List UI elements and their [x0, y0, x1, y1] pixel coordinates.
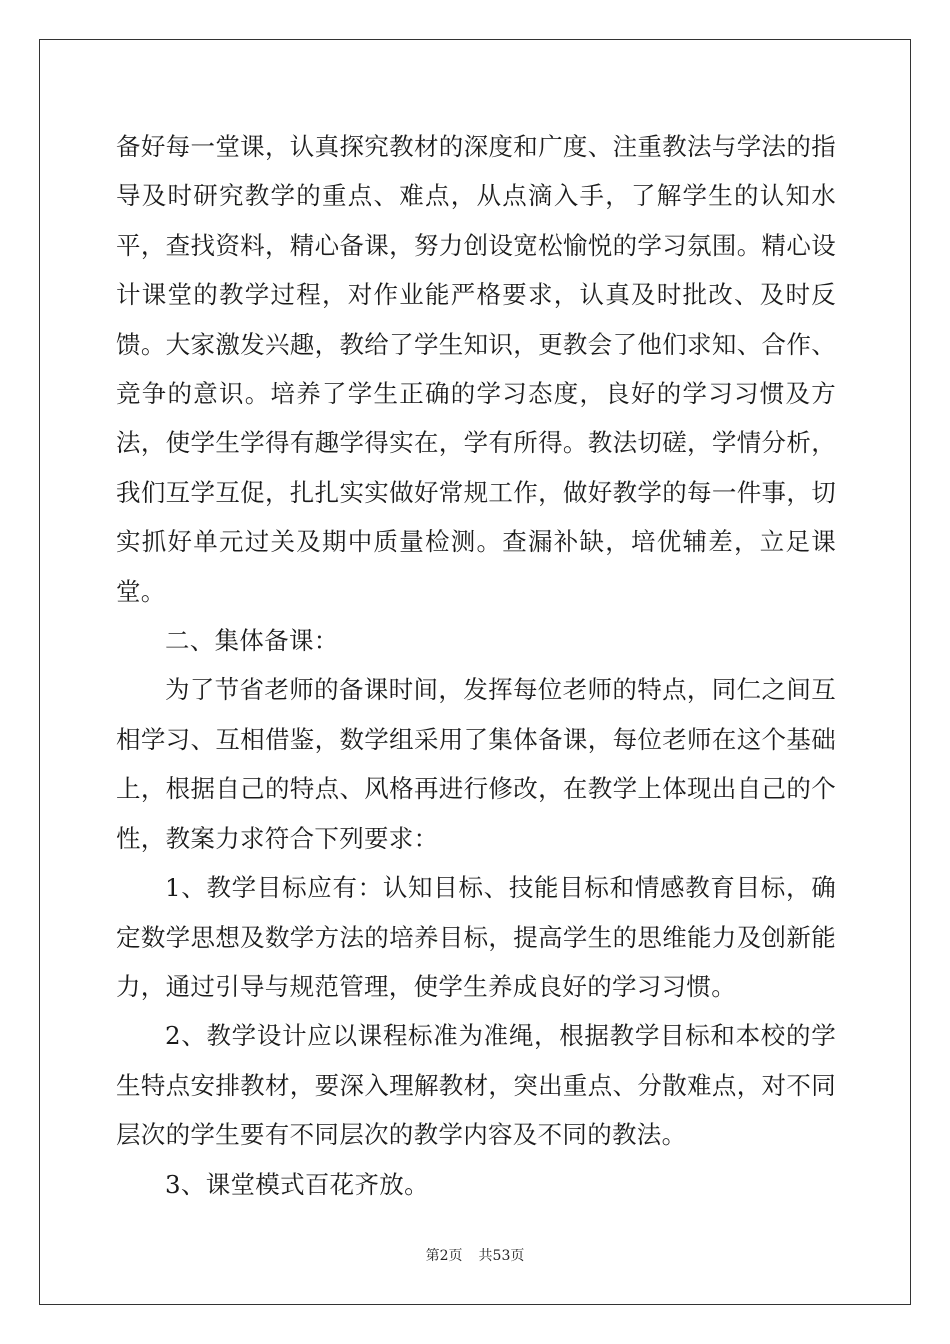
page-footer: [0, 1246, 950, 1266]
paragraph-collective-preparation: 为了节省老师的备课时间，发挥每位老师的特点，同仁之间互相学习、互相借鉴，数学组采用了集体备课，每位老师在这个基础上，根据自己的特点、风格再进行修改，在教学上体现出自己的个性，教案力求符合下列要求：: [116, 675, 836, 853]
list-item-teaching-goals: 1、教学目标应有：认知目标、技能目标和情感教育目标，确定数学思想及数学方法的培养目标，提高学生的思维能力及创新能力，通过引导与规范管理，使学生养成良好的学习习惯。: [116, 873, 836, 1001]
document-body: [116, 122, 836, 1209]
section-heading-collective-preparation: 二、集体备课：: [165, 626, 339, 656]
page-number: 第2页: [425, 1248, 463, 1264]
paragraph-lesson-preparation: 备好每一堂课，认真探究教材的深度和广度、注重教法与学法的指导及时研究教学的重点、难点，从点滴入手，了解学生的认知水平，查找资料，精心备课，努力创设宽松愉悦的学习氛围。精心设计课堂的教学过程，对作业能严格要求，认真及时批改、及时反馈。大家激发兴趣，教给了学生知识，更教会了他们求知、合作、竞争的意识。培养了学生正确的学习态度，良好的学习习惯及方法，使学生学得有趣学得实在，学有所得。教法切磋，学情分析，我们互学互促，扎扎实实做好常规工作，做好教学的每一件事，切实抓好单元过关及期中质量检测。查漏补缺，培优辅差，立足课堂。: [116, 132, 836, 606]
list-item-classroom-mode: 3、课堂模式百花齐放。: [165, 1169, 429, 1199]
page-total: 共53页: [478, 1248, 525, 1264]
list-item-teaching-design: 2、教学设计应以课程标准为准绳，根据教学目标和本校的学生特点安排教材，要深入理解教材，突出重点、分散难点，对不同层次的学生要有不同层次的教学内容及不同的教法。: [116, 1021, 836, 1150]
